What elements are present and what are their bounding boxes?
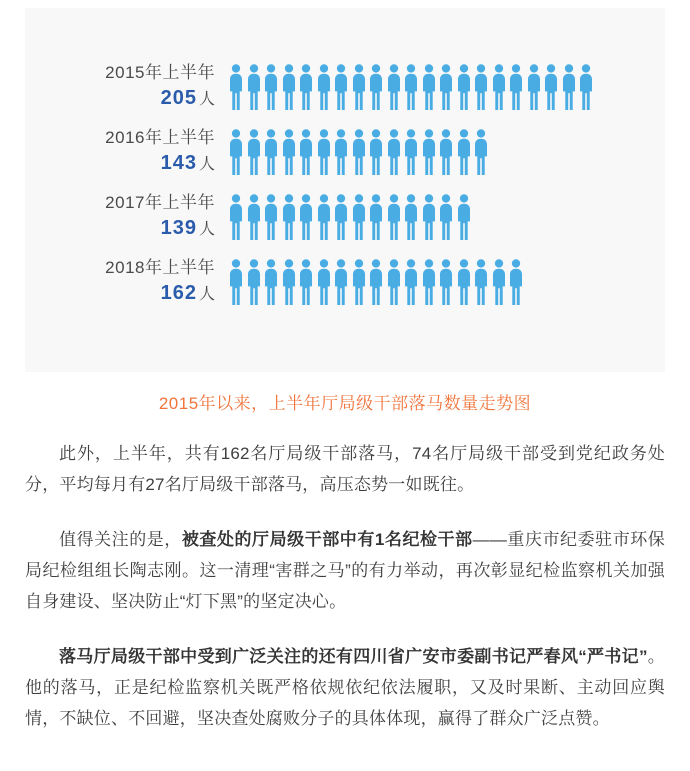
person-icon [403, 64, 419, 110]
person-icon [438, 64, 454, 110]
paragraph [25, 438, 665, 500]
person-icon [298, 259, 314, 305]
person-icon [333, 64, 349, 110]
row-count-value: 143 [160, 151, 197, 174]
person-icon [438, 129, 454, 175]
person-icon [438, 259, 454, 305]
chart-caption: 2015年以来，上半年厅局级干部落马数量走势图 [158, 394, 532, 413]
paragraph-segment: 此外，上半年，共有162名厅局级干部落马，74名厅局级干部受到党纪政务处分，平均每月有27名厅局级干部落马，高压态势一如既往。 [25, 444, 665, 494]
pictogram-rows [25, 54, 665, 314]
person-icon [561, 64, 577, 110]
person-icon [351, 129, 367, 175]
paragraph-bold-segment: 被查处的厅局级干部中有1名纪检干部 [181, 530, 473, 549]
row-count-unit: 人 [198, 285, 215, 303]
paragraph-bold-segment: 落马厅局级干部中受到广泛关注的还有四川省广安市委副书记严春风“严书记” [59, 647, 648, 666]
row-label [25, 127, 215, 175]
person-icon [368, 64, 384, 110]
row-year-label: 2016年上半年 [105, 128, 215, 148]
person-icon [281, 194, 297, 240]
person-icon [316, 194, 332, 240]
paragraph [25, 641, 665, 734]
row-count [25, 216, 215, 241]
person-icon [421, 129, 437, 175]
person-icon [421, 194, 437, 240]
article-body [25, 438, 665, 734]
person-icon [456, 194, 472, 240]
paragraph-segment: 。他的落马，正是纪检监察机关既严格依规依纪依法履职，又及时果断、主动回应舆情，不缺位、不回避，坚决查处腐败分子的具体体现，赢得了群众广泛点赞。 [25, 647, 665, 728]
person-icon [421, 259, 437, 305]
person-icon [333, 194, 349, 240]
person-icon [473, 64, 489, 110]
person-icons [228, 129, 491, 175]
person-icon [351, 259, 367, 305]
person-icon [246, 129, 262, 175]
article-page [0, 8, 690, 734]
pictogram-row [25, 184, 665, 249]
pictogram-chart-panel [25, 8, 665, 372]
person-icon [368, 259, 384, 305]
person-icon [333, 259, 349, 305]
person-icon [263, 64, 279, 110]
person-icon [298, 64, 314, 110]
person-icon [456, 259, 472, 305]
person-icon [228, 64, 244, 110]
person-icon [368, 129, 384, 175]
person-icon [386, 129, 402, 175]
row-label [25, 192, 215, 240]
person-icon [526, 64, 542, 110]
person-icon [228, 259, 244, 305]
person-icon [228, 194, 244, 240]
person-icon [368, 194, 384, 240]
person-icon [316, 259, 332, 305]
person-icon [508, 259, 524, 305]
row-year-label: 2017年上半年 [105, 193, 215, 213]
row-count-value: 205 [160, 86, 197, 109]
person-icon [316, 129, 332, 175]
pictogram-row [25, 249, 665, 314]
row-count-value: 162 [160, 281, 197, 304]
person-icon [281, 259, 297, 305]
row-label [25, 257, 215, 305]
person-icon [456, 64, 472, 110]
row-label [25, 62, 215, 110]
row-count-unit: 人 [198, 220, 215, 238]
person-icon [491, 259, 507, 305]
person-icon [246, 64, 262, 110]
person-icon [386, 64, 402, 110]
person-icon [298, 129, 314, 175]
person-icon [298, 194, 314, 240]
paragraph-segment: 值得关注的是， [59, 530, 182, 549]
person-icon [228, 129, 244, 175]
person-icons [228, 194, 473, 240]
person-icon [246, 194, 262, 240]
person-icon [491, 64, 507, 110]
person-icons [228, 64, 596, 110]
person-icon [386, 259, 402, 305]
row-count-unit: 人 [198, 90, 215, 108]
person-icon [263, 259, 279, 305]
person-icon [263, 194, 279, 240]
pictogram-row [25, 54, 665, 119]
person-icon [456, 129, 472, 175]
person-icon [386, 194, 402, 240]
person-icon [543, 64, 559, 110]
person-icon [351, 64, 367, 110]
row-count [25, 151, 215, 176]
person-icon [246, 259, 262, 305]
row-count [25, 86, 215, 111]
person-icon [473, 129, 489, 175]
paragraph [25, 524, 665, 617]
person-icon [473, 259, 489, 305]
person-icon [281, 64, 297, 110]
person-icon [263, 129, 279, 175]
row-year-label: 2015年上半年 [105, 63, 215, 83]
person-icon [421, 64, 437, 110]
person-icon [403, 259, 419, 305]
person-icon [351, 194, 367, 240]
person-icons [228, 259, 526, 305]
person-icon [403, 194, 419, 240]
row-year-label: 2018年上半年 [105, 258, 215, 278]
person-icon [578, 64, 594, 110]
person-icon [403, 129, 419, 175]
paragraph-segment: ——重庆市纪委驻市环保局纪检组组长陶志刚。这一清理“害群之马”的有力举动，再次彰显纪检监察机关加强自身建设、坚决防止“灯下黑”的坚定决心。 [25, 530, 666, 611]
person-icon [438, 194, 454, 240]
person-icon [316, 64, 332, 110]
pictogram-row [25, 119, 665, 184]
person-icon [333, 129, 349, 175]
row-count [25, 281, 215, 306]
row-count-value: 139 [160, 216, 197, 239]
row-count-unit: 人 [198, 155, 215, 173]
person-icon [508, 64, 524, 110]
person-icon [281, 129, 297, 175]
